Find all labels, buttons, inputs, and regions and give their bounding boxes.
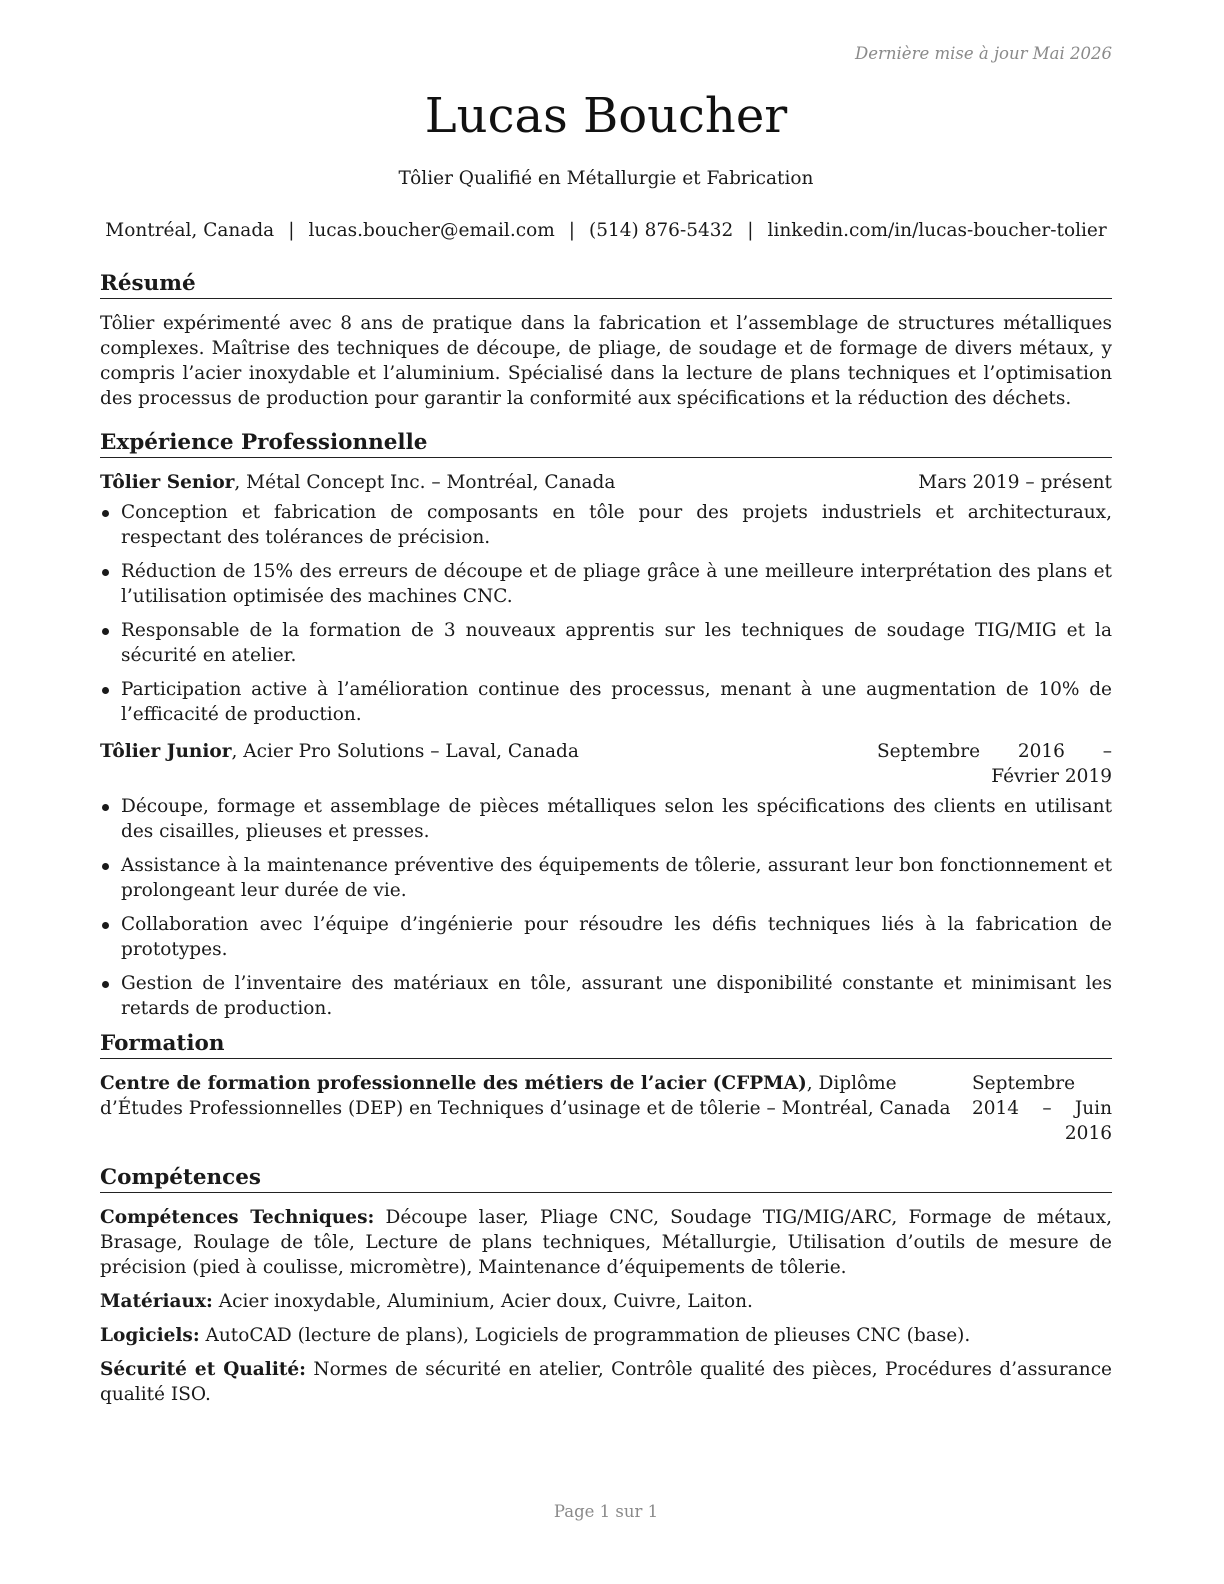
bullet-icon [102, 863, 109, 870]
bullet-text: Collaboration avec l’équipe d’ingénierie pour résoudre les défis techniques liés à la fabrication de prototypes. [121, 914, 1112, 960]
bullet-icon [102, 922, 109, 929]
job-header [100, 470, 1112, 495]
experience-title: Expérience Professionnelle [100, 429, 1112, 458]
contact-location: Montréal, Canada [105, 220, 275, 241]
education-title: Formation [100, 1030, 1112, 1059]
bullet-icon [102, 687, 109, 694]
list-item [100, 794, 1112, 844]
list-item [100, 677, 1112, 727]
resume-body [100, 270, 1112, 1416]
contact-email[interactable]: lucas.boucher@email.com [308, 220, 555, 241]
bullet-text: Découpe, formage et assemblage de pièces métalliques selon les spécifications des clients en utilisant des cisailles, plieuses et presses. [121, 796, 1112, 842]
job-bullets [100, 500, 1112, 727]
job-entry [100, 470, 1112, 727]
bullet-icon [102, 510, 109, 517]
contact-linkedin[interactable]: linkedin.com/in/lucas-boucher-tolier [767, 220, 1107, 241]
education-degree: , Diplôme d’Études Professionnelles (DEP) en Techniques d’usinage et de tôlerie – Montréal, Canada [100, 1073, 951, 1119]
bullet-text: Participation active à l’amélioration continue des processus, menant à une augmentation de 10% de l’efficacité de production. [121, 679, 1112, 725]
job-dates: Septembre 2016 – Février 2019 [877, 741, 1112, 787]
job-heading [100, 470, 615, 495]
page-number: Page 1 sur 1 [553, 1502, 659, 1521]
skill-text: AutoCAD (lecture de plans), Logiciels de programmation de plieuses CNC (base). [199, 1325, 971, 1346]
list-item [100, 912, 1112, 962]
summary-section [100, 270, 1112, 411]
job-entry [100, 739, 1112, 1021]
job-role: Tôlier Junior [100, 741, 232, 762]
skill-text: Normes de sécurité en atelier, Contrôle qualité des pièces, Procédures d’assurance qualité ISO. [100, 1359, 1112, 1405]
bullet-icon [102, 569, 109, 576]
list-item [100, 559, 1112, 609]
skill-label: Matériaux: [100, 1291, 213, 1312]
education-heading [100, 1071, 972, 1146]
contact-line [70, 219, 1142, 243]
bullet-text: Réduction de 15% des erreurs de découpe et de pliage grâce à une meilleure interprétation des plans et l’utilisation optimisée des machines CNC. [121, 561, 1112, 607]
education-section [100, 1030, 1112, 1146]
skill-text: Découpe laser, Pliage CNC, Soudage TIG/MIG/ARC, Formage de métaux, Brasage, Roulage de tôle, Lecture de plans techniques, Métallurgie, Utilisation d’outils de mesure de précision (pied à coulisse, micromètre), Maintenance d’équipements de tôlerie. [100, 1207, 1112, 1278]
skill-line-technical [100, 1205, 1112, 1280]
bullet-text: Assistance à la maintenance préventive des équipements de tôlerie, assurant leur bon fonctionnement et prolongeant leur durée de vie. [121, 855, 1112, 901]
job-header [100, 739, 1112, 789]
contact-phone[interactable]: (514) 876-5432 [589, 220, 734, 241]
job-bullets [100, 794, 1112, 1021]
job-company: , Métal Concept Inc. – Montréal, Canada [234, 472, 616, 493]
contact-separator: | [288, 220, 295, 241]
bullet-text: Conception et fabrication de composants en tôle pour des projets industriels et architecturaux, respectant des tolérances de précision. [121, 502, 1112, 548]
bullet-icon [102, 981, 109, 988]
bullet-text: Responsable de la formation de 3 nouveaux apprentis sur les techniques de soudage TIG/MIG et la sécurité en atelier. [121, 620, 1112, 666]
bullet-text: Gestion de l’inventaire des matériaux en tôle, assurant une disponibilité constante et minimisant les retards de production. [121, 973, 1112, 1019]
education-dates: Septembre 2014 – Juin 2016 [972, 1073, 1112, 1144]
skills-section [100, 1164, 1112, 1407]
skill-label: Logiciels: [100, 1325, 200, 1346]
candidate-name: Lucas Boucher [424, 88, 788, 144]
education-entry [100, 1071, 1112, 1146]
list-item [100, 853, 1112, 903]
bullet-icon [102, 628, 109, 635]
summary-title: Résumé [100, 270, 1112, 299]
skill-line-safety [100, 1357, 1112, 1407]
skill-label: Sécurité et Qualité: [100, 1359, 306, 1380]
skills-title: Compétences [100, 1164, 1112, 1193]
job-heading [100, 739, 579, 764]
experience-section [100, 429, 1112, 1021]
list-item [100, 971, 1112, 1021]
skill-label: Compétences Techniques: [100, 1207, 375, 1228]
job-role: Tôlier Senior [100, 472, 235, 493]
resume-page [100, 0, 1112, 1584]
education-school: Centre de formation professionnelle des métiers de l’acier (CFPMA) [100, 1073, 807, 1094]
bullet-icon [102, 804, 109, 811]
list-item [100, 618, 1112, 668]
job-dates: Mars 2019 – présent [918, 472, 1112, 493]
skill-line-software [100, 1323, 1112, 1348]
list-item [100, 500, 1112, 550]
last-updated-note: Dernière mise à jour Mai 2026 [855, 44, 1112, 63]
skill-text: Acier inoxydable, Aluminium, Acier doux, Cuivre, Laiton. [212, 1291, 753, 1312]
summary-text: Tôlier expérimenté avec 8 ans de pratique dans la fabrication et l’assemblage de structures métalliques complexes. Maîtrise des techniques de découpe, de pliage, de soudage et de formage de divers métaux, y compris l’acier inoxydable et l’aluminium. Spécialisé dans la lecture de plans techniques et l’optimisation des processus de production pour garantir la conformité aux spécifications et la réduction des déchets. [100, 313, 1112, 409]
contact-separator: | [747, 220, 754, 241]
job-company: , Acier Pro Solutions – Laval, Canada [231, 741, 579, 762]
contact-separator: | [568, 220, 576, 241]
candidate-tagline: Tôlier Qualifié en Métallurgie et Fabrication [398, 168, 814, 189]
skill-line-materials [100, 1289, 1112, 1314]
